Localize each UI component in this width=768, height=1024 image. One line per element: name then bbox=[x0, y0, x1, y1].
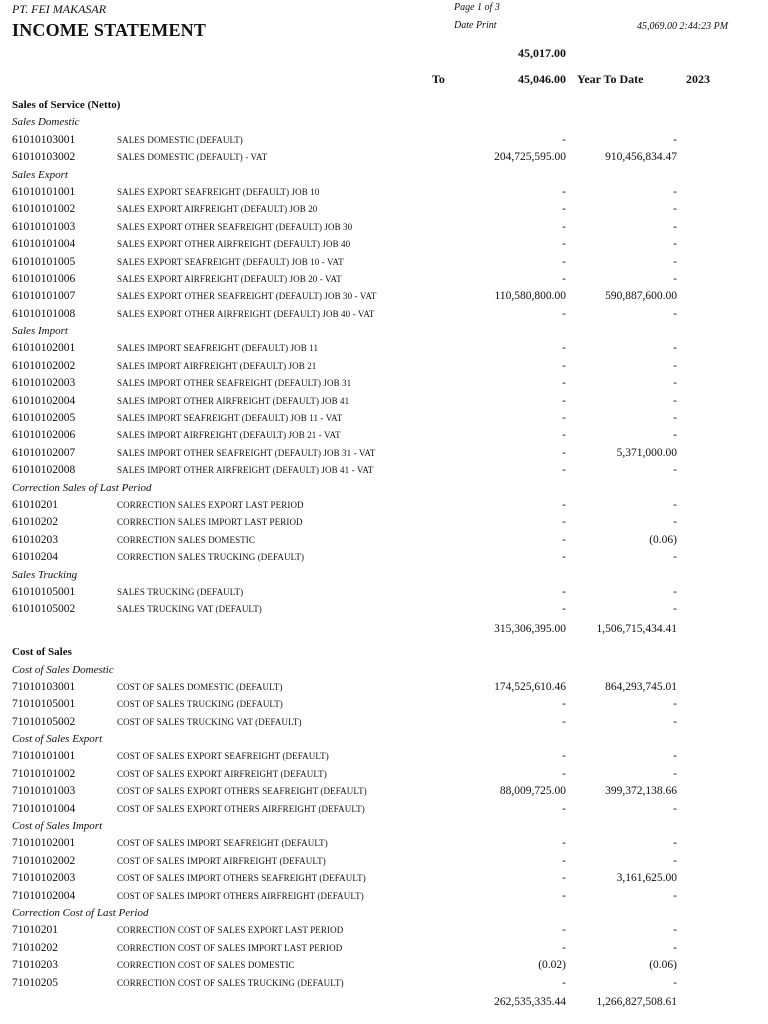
period-amount: - bbox=[562, 837, 566, 850]
account-code: 71010203 bbox=[12, 959, 58, 972]
account-row bbox=[0, 375, 768, 392]
report-body bbox=[0, 97, 768, 1009]
section-header bbox=[0, 644, 768, 661]
ytd-amount: - bbox=[673, 394, 677, 407]
page-indicator: Page 1 of 3 bbox=[454, 2, 500, 13]
period-amount: - bbox=[562, 272, 566, 285]
ytd-amount: (0.06) bbox=[649, 533, 677, 546]
period-amount: - bbox=[562, 941, 566, 954]
report-title: INCOME STATEMENT bbox=[12, 20, 207, 40]
account-code: 61010102003 bbox=[12, 377, 76, 390]
account-code: 71010105002 bbox=[12, 715, 76, 728]
account-row bbox=[0, 696, 768, 713]
account-row bbox=[0, 940, 768, 957]
account-code: 61010101006 bbox=[12, 272, 76, 285]
account-row bbox=[0, 271, 768, 288]
ytd-amount: - bbox=[673, 750, 677, 763]
subtotal-row bbox=[0, 619, 768, 636]
year-header: 2023 bbox=[686, 72, 710, 86]
account-row bbox=[0, 184, 768, 201]
date-print-value: 45,069.00 2:44:23 PM bbox=[637, 21, 729, 32]
period-amount: - bbox=[562, 603, 566, 616]
period-amount: - bbox=[562, 377, 566, 390]
period-amount: - bbox=[562, 872, 566, 885]
account-row bbox=[0, 922, 768, 939]
account-row bbox=[0, 358, 768, 375]
ytd-amount: - bbox=[673, 307, 677, 320]
period-amount: (0.02) bbox=[538, 959, 566, 972]
ytd-amount: (0.06) bbox=[649, 959, 677, 972]
ytd-amount: - bbox=[673, 585, 677, 598]
group-header bbox=[0, 480, 768, 497]
account-code: 61010102007 bbox=[12, 446, 76, 459]
group-header bbox=[0, 818, 768, 835]
period-amount: - bbox=[562, 585, 566, 598]
ytd-amount: - bbox=[673, 203, 677, 216]
period-amount: - bbox=[562, 976, 566, 989]
ytd-amount: 590,887,600.00 bbox=[605, 290, 677, 303]
period-amount: 110,580,800.00 bbox=[494, 290, 566, 303]
account-row bbox=[0, 393, 768, 410]
ytd-total: 1,506,715,434.41 bbox=[596, 622, 677, 635]
account-name: CORRECTION COST OF SALES DOMESTIC bbox=[117, 960, 295, 971]
account-name: SALES DOMESTIC (DEFAULT) bbox=[117, 134, 243, 145]
account-row bbox=[0, 410, 768, 427]
group-header bbox=[0, 905, 768, 922]
account-name: COST OF SALES EXPORT AIRFREIGHT (DEFAULT) bbox=[117, 768, 327, 779]
account-code: 61010103002 bbox=[12, 151, 76, 164]
account-name: SALES IMPORT OTHER AIRFREIGHT (DEFAULT) JOB 41 - VAT bbox=[117, 465, 374, 476]
account-code: 71010201 bbox=[12, 924, 58, 937]
ytd-amount: - bbox=[673, 429, 677, 442]
account-name: SALES IMPORT AIRFREIGHT (DEFAULT) JOB 21 bbox=[117, 360, 317, 371]
period-amount: - bbox=[562, 203, 566, 216]
account-name: COST OF SALES TRUCKING VAT (DEFAULT) bbox=[117, 716, 302, 727]
account-row bbox=[0, 748, 768, 765]
account-name: COST OF SALES EXPORT OTHERS SEAFREIGHT (DEFAULT) bbox=[117, 786, 367, 797]
account-name: CORRECTION COST OF SALES TRUCKING (DEFAULT) bbox=[117, 977, 344, 988]
account-name: SALES IMPORT OTHER AIRFREIGHT (DEFAULT) JOB 41 bbox=[117, 395, 350, 406]
account-code: 61010102004 bbox=[12, 394, 76, 407]
period-amount: - bbox=[562, 698, 566, 711]
subtotal-row bbox=[0, 992, 768, 1009]
account-name: COST OF SALES DOMESTIC (DEFAULT) bbox=[117, 681, 283, 692]
account-code: 61010203 bbox=[12, 533, 58, 546]
ytd-amount: - bbox=[673, 220, 677, 233]
account-name: SALES DOMESTIC (DEFAULT) - VAT bbox=[117, 152, 268, 163]
ytd-total: 1,266,827,508.61 bbox=[596, 995, 677, 1008]
group-header bbox=[0, 731, 768, 748]
account-code: 61010101002 bbox=[12, 203, 76, 216]
account-row bbox=[0, 497, 768, 514]
ytd-amount: - bbox=[673, 498, 677, 511]
account-code: 61010102001 bbox=[12, 342, 76, 355]
account-code: 61010102006 bbox=[12, 429, 76, 442]
account-code: 71010105001 bbox=[12, 698, 76, 711]
account-row bbox=[0, 957, 768, 974]
account-name: SALES IMPORT OTHER SEAFREIGHT (DEFAULT) JOB 31 - VAT bbox=[117, 447, 376, 458]
account-row bbox=[0, 714, 768, 731]
account-code: 61010101003 bbox=[12, 220, 76, 233]
period-amount: - bbox=[562, 889, 566, 902]
ytd-amount: - bbox=[673, 941, 677, 954]
account-row bbox=[0, 427, 768, 444]
ytd-amount: - bbox=[673, 377, 677, 390]
account-code: 71010102002 bbox=[12, 854, 76, 867]
account-row bbox=[0, 340, 768, 357]
group-title: Sales Trucking bbox=[12, 568, 78, 581]
account-code: 61010101004 bbox=[12, 238, 76, 251]
account-name: COST OF SALES EXPORT OTHERS AIRFREIGHT (DEFAULT) bbox=[117, 803, 365, 814]
account-code: 61010102002 bbox=[12, 359, 76, 372]
period-amount: - bbox=[562, 359, 566, 372]
ytd-amount: - bbox=[673, 464, 677, 477]
group-header bbox=[0, 567, 768, 584]
account-code: 61010101008 bbox=[12, 307, 76, 320]
account-name: CORRECTION COST OF SALES IMPORT LAST PERIOD bbox=[117, 942, 343, 953]
ytd-amount: - bbox=[673, 767, 677, 780]
account-name: SALES IMPORT AIRFREIGHT (DEFAULT) JOB 21 - VAT bbox=[117, 430, 341, 441]
account-code: 61010102008 bbox=[12, 464, 76, 477]
account-code: 71010101001 bbox=[12, 750, 76, 763]
ytd-amount: 864,293,745.01 bbox=[605, 680, 677, 693]
period-amount: - bbox=[562, 767, 566, 780]
account-code: 61010101007 bbox=[12, 290, 76, 303]
account-row bbox=[0, 306, 768, 323]
period-amount: - bbox=[562, 238, 566, 251]
account-code: 71010102003 bbox=[12, 872, 76, 885]
group-title: Sales Export bbox=[12, 168, 68, 181]
account-code: 61010204 bbox=[12, 551, 58, 564]
period-amount: 88,009,725.00 bbox=[499, 785, 566, 798]
period-amount: - bbox=[562, 429, 566, 442]
period-amount: - bbox=[562, 133, 566, 146]
account-name: COST OF SALES IMPORT OTHERS SEAFREIGHT (DEFAULT) bbox=[117, 873, 366, 884]
section-spacer bbox=[0, 636, 768, 644]
ytd-amount: - bbox=[673, 976, 677, 989]
ytd-amount: - bbox=[673, 715, 677, 728]
section-title: Cost of Sales bbox=[12, 646, 72, 659]
account-code: 61010103001 bbox=[12, 133, 76, 146]
account-row bbox=[0, 201, 768, 218]
account-row bbox=[0, 601, 768, 618]
period-amount: - bbox=[562, 750, 566, 763]
period-to: 45,046.00 bbox=[518, 72, 566, 86]
account-name: COST OF SALES EXPORT SEAFREIGHT (DEFAULT) bbox=[117, 751, 329, 762]
period-from: 45,017.00 bbox=[518, 46, 566, 60]
account-row bbox=[0, 532, 768, 549]
group-title: Correction Sales of Last Period bbox=[12, 481, 152, 494]
account-code: 61010101001 bbox=[12, 185, 76, 198]
period-amount: - bbox=[562, 715, 566, 728]
account-row bbox=[0, 888, 768, 905]
account-row bbox=[0, 975, 768, 992]
period-amount: - bbox=[562, 498, 566, 511]
account-name: CORRECTION SALES EXPORT LAST PERIOD bbox=[117, 499, 304, 510]
account-code: 61010202 bbox=[12, 516, 58, 529]
ytd-amount: 3,161,625.00 bbox=[616, 872, 677, 885]
account-code: 61010105001 bbox=[12, 585, 76, 598]
account-name: CORRECTION COST OF SALES EXPORT LAST PERIOD bbox=[117, 925, 344, 936]
account-row bbox=[0, 801, 768, 818]
group-title: Cost of Sales Import bbox=[12, 820, 103, 833]
company-name: PT. FEI MAKASAR bbox=[12, 2, 107, 16]
period-amount: 174,525,610.46 bbox=[494, 680, 566, 693]
account-row bbox=[0, 783, 768, 800]
ytd-amount: - bbox=[673, 238, 677, 251]
date-print-label: Date Print bbox=[454, 20, 497, 31]
ytd-amount: - bbox=[673, 272, 677, 285]
ytd-amount: - bbox=[673, 412, 677, 425]
account-code: 61010105002 bbox=[12, 603, 76, 616]
account-name: COST OF SALES TRUCKING (DEFAULT) bbox=[117, 699, 283, 710]
account-name: SALES TRUCKING (DEFAULT) bbox=[117, 586, 244, 597]
period-amount: - bbox=[562, 854, 566, 867]
account-row bbox=[0, 766, 768, 783]
account-name: SALES EXPORT SEAFREIGHT (DEFAULT) JOB 10 - VAT bbox=[117, 256, 344, 267]
year-to-date-header: Year To Date bbox=[577, 72, 644, 86]
account-row bbox=[0, 462, 768, 479]
group-header bbox=[0, 662, 768, 679]
period-amount: - bbox=[562, 220, 566, 233]
account-row bbox=[0, 236, 768, 253]
account-row bbox=[0, 445, 768, 462]
period-amount: - bbox=[562, 446, 566, 459]
account-code: 61010102005 bbox=[12, 412, 76, 425]
group-title: Cost of Sales Export bbox=[12, 733, 103, 746]
period-total: 315,306,395.00 bbox=[494, 622, 566, 635]
account-row bbox=[0, 679, 768, 696]
ytd-amount: - bbox=[673, 924, 677, 937]
period-total: 262,535,335.44 bbox=[494, 995, 566, 1008]
account-row bbox=[0, 219, 768, 236]
ytd-amount: - bbox=[673, 359, 677, 372]
section-title: Sales of Service (Netto) bbox=[12, 99, 121, 111]
account-name: CORRECTION SALES IMPORT LAST PERIOD bbox=[117, 517, 303, 528]
account-code: 71010101002 bbox=[12, 767, 76, 780]
account-name: SALES TRUCKING VAT (DEFAULT) bbox=[117, 604, 262, 615]
period-amount: - bbox=[562, 342, 566, 355]
period-amount: - bbox=[562, 464, 566, 477]
account-name: SALES EXPORT OTHER AIRFREIGHT (DEFAULT) JOB 40 bbox=[117, 239, 351, 250]
ytd-amount: - bbox=[673, 889, 677, 902]
account-name: SALES IMPORT SEAFREIGHT (DEFAULT) JOB 11 - VAT bbox=[117, 413, 343, 424]
account-row bbox=[0, 288, 768, 305]
ytd-amount: - bbox=[673, 698, 677, 711]
account-name: COST OF SALES IMPORT OTHERS AIRFREIGHT (DEFAULT) bbox=[117, 890, 364, 901]
ytd-amount: - bbox=[673, 185, 677, 198]
account-row bbox=[0, 853, 768, 870]
account-row bbox=[0, 132, 768, 149]
group-title: Sales Import bbox=[12, 325, 68, 338]
ytd-amount: 910,456,834.47 bbox=[605, 151, 677, 164]
account-row bbox=[0, 149, 768, 166]
account-name: CORRECTION SALES DOMESTIC bbox=[117, 534, 256, 545]
period-amount: - bbox=[562, 412, 566, 425]
account-code: 71010102001 bbox=[12, 837, 76, 850]
account-name: CORRECTION SALES TRUCKING (DEFAULT) bbox=[117, 552, 305, 563]
group-header bbox=[0, 167, 768, 184]
account-name: SALES EXPORT SEAFREIGHT (DEFAULT) JOB 10 bbox=[117, 186, 320, 197]
account-row bbox=[0, 870, 768, 887]
account-code: 71010103001 bbox=[12, 680, 76, 693]
account-row bbox=[0, 549, 768, 566]
ytd-amount: - bbox=[673, 255, 677, 268]
account-name: SALES EXPORT AIRFREIGHT (DEFAULT) JOB 20 - VAT bbox=[117, 273, 342, 284]
group-title: Correction Cost of Last Period bbox=[12, 906, 149, 919]
account-row bbox=[0, 584, 768, 601]
group-title: Cost of Sales Domestic bbox=[12, 663, 114, 676]
period-amount: - bbox=[562, 924, 566, 937]
ytd-amount: - bbox=[673, 551, 677, 564]
ytd-amount: - bbox=[673, 802, 677, 815]
account-code: 61010101005 bbox=[12, 255, 76, 268]
period-amount: - bbox=[562, 307, 566, 320]
period-amount: 204,725,595.00 bbox=[494, 151, 566, 164]
account-name: SALES EXPORT OTHER SEAFREIGHT (DEFAULT) JOB 30 bbox=[117, 221, 353, 232]
period-amount: - bbox=[562, 185, 566, 198]
account-name: COST OF SALES IMPORT SEAFREIGHT (DEFAULT) bbox=[117, 838, 328, 849]
ytd-amount: - bbox=[673, 516, 677, 529]
account-name: COST OF SALES IMPORT AIRFREIGHT (DEFAULT) bbox=[117, 855, 326, 866]
period-amount: - bbox=[562, 255, 566, 268]
account-code: 71010102004 bbox=[12, 889, 76, 902]
period-amount: - bbox=[562, 802, 566, 815]
period-amount: - bbox=[562, 394, 566, 407]
ytd-amount: - bbox=[673, 603, 677, 616]
section-header bbox=[0, 97, 768, 114]
account-name: SALES EXPORT AIRFREIGHT (DEFAULT) JOB 20 bbox=[117, 204, 318, 215]
account-code: 71010202 bbox=[12, 941, 58, 954]
account-name: SALES IMPORT SEAFREIGHT (DEFAULT) JOB 11 bbox=[117, 343, 319, 354]
account-row bbox=[0, 835, 768, 852]
ytd-amount: - bbox=[673, 854, 677, 867]
ytd-amount: - bbox=[673, 133, 677, 146]
account-name: SALES IMPORT OTHER SEAFREIGHT (DEFAULT) JOB 31 bbox=[117, 378, 352, 389]
account-name: SALES EXPORT OTHER SEAFREIGHT (DEFAULT) JOB 30 - VAT bbox=[117, 291, 377, 302]
group-header bbox=[0, 323, 768, 340]
account-name: SALES EXPORT OTHER AIRFREIGHT (DEFAULT) JOB 40 - VAT bbox=[117, 308, 375, 319]
ytd-amount: - bbox=[673, 837, 677, 850]
account-code: 71010205 bbox=[12, 976, 58, 989]
period-amount: - bbox=[562, 533, 566, 546]
period-amount: - bbox=[562, 551, 566, 564]
period-amount: - bbox=[562, 516, 566, 529]
ytd-amount: 399,372,138.66 bbox=[605, 785, 677, 798]
account-code: 61010201 bbox=[12, 498, 58, 511]
account-code: 71010101004 bbox=[12, 802, 76, 815]
ytd-amount: - bbox=[673, 342, 677, 355]
account-row bbox=[0, 514, 768, 531]
period-to-label: To bbox=[432, 72, 445, 86]
group-header bbox=[0, 114, 768, 131]
account-code: 71010101003 bbox=[12, 785, 76, 798]
group-title: Sales Domestic bbox=[12, 116, 80, 129]
ytd-amount: 5,371,000.00 bbox=[616, 446, 677, 459]
account-row bbox=[0, 254, 768, 271]
